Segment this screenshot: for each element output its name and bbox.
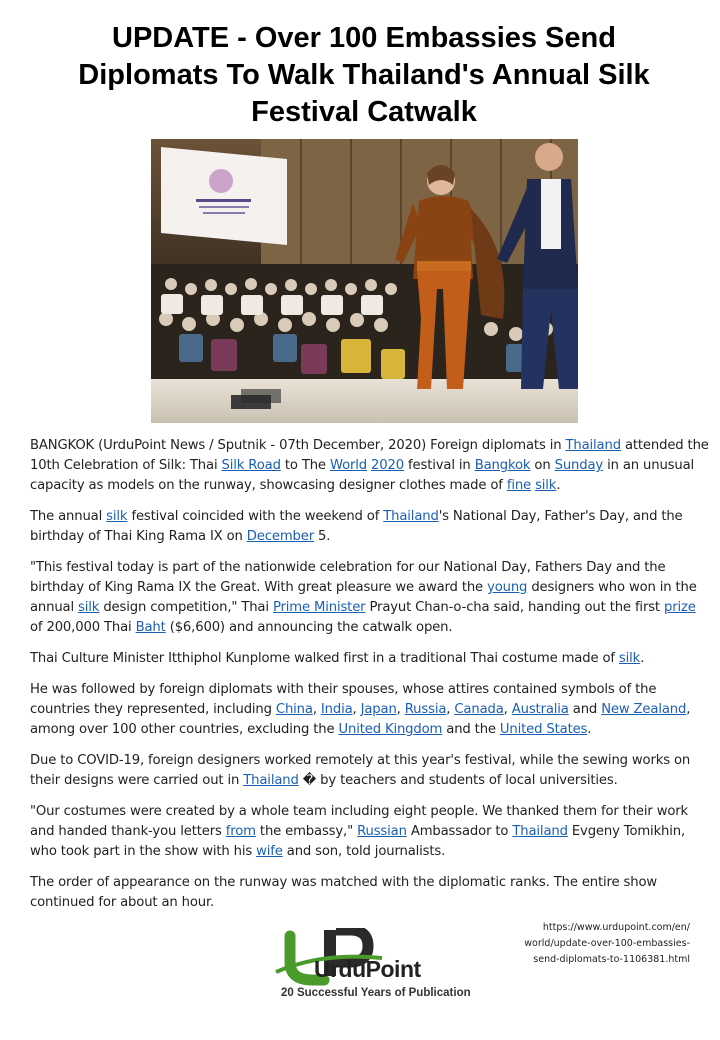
article-text: Due to COVID-19, foreign designers worked remotely at this year's festival, while the sewing works on their designs were carried out in (30, 753, 691, 788)
article-link[interactable]: silk (106, 509, 128, 524)
article-text: The annual (30, 509, 107, 524)
article-link[interactable]: Russia (404, 702, 447, 717)
article-text: The order of appearance on the runway was matched with the diplomatic ranks. The entire show continued for about an hour. (30, 875, 658, 910)
article-link[interactable]: December (246, 529, 314, 544)
article-link[interactable]: Canada (454, 702, 504, 717)
article-link[interactable]: Silk Road (221, 458, 281, 473)
article-link[interactable]: Japan (360, 702, 397, 717)
article-link[interactable]: New Zealand (601, 702, 687, 717)
article-link[interactable]: prize (664, 600, 696, 615)
article-link[interactable]: Thailand (565, 438, 621, 453)
article-link[interactable]: Thailand (383, 509, 439, 524)
article-text: designers who won in the annual (30, 580, 697, 615)
article-text: , (446, 702, 455, 717)
article-text: Ambassador to (406, 824, 513, 839)
article-link[interactable]: from (225, 824, 256, 839)
article-text: and (568, 702, 602, 717)
article-link[interactable]: fine (506, 478, 532, 493)
article-paragraph (30, 558, 710, 638)
article-text: � by teachers and students of local universities. (298, 773, 618, 788)
article-paragraph (30, 649, 710, 669)
article-link[interactable]: China (275, 702, 313, 717)
article-link[interactable]: Thailand (243, 773, 299, 788)
article-link[interactable]: United States (499, 722, 588, 737)
logo-wordmark: UrduPoint (314, 956, 421, 982)
article-text: , (352, 702, 361, 717)
article-text: in an unusual capacity as models on the runway, showcasing designer clothes made of (30, 458, 695, 493)
article-text: Evgeny Tomikhin, who took part in the show with his (30, 824, 686, 859)
article-link[interactable]: young (487, 580, 528, 595)
article-paragraph (30, 873, 710, 913)
article-link[interactable]: silk (535, 478, 557, 493)
article-link[interactable]: Thailand (512, 824, 568, 839)
article-link[interactable]: Baht (135, 620, 166, 635)
article-text: festival coincided with the weekend of (127, 509, 384, 524)
source-url-line: https://www.urdupoint.com/en/ (542, 922, 690, 933)
article-photo (151, 139, 578, 423)
article-body (30, 436, 710, 924)
article-text: . (587, 722, 592, 737)
source-url[interactable] (490, 920, 690, 968)
article-text: and son, told journalists. (282, 844, 446, 859)
catwalk-photo-illustration (151, 139, 578, 423)
article-paragraph (30, 436, 710, 496)
article-link[interactable]: 2020 (371, 458, 405, 473)
article-title: UPDATE - Over 100 Embassies Send Diplomats To Walk Thailand's Annual Silk Festival Catwalk (78, 22, 650, 128)
article-paragraph (30, 680, 710, 740)
article-text: He was followed by foreign diplomats with their spouses, whose attires contained symbols of the countries they represented, including (30, 682, 657, 717)
article-link[interactable]: United Kingdom (338, 722, 443, 737)
article-text: "This festival today is part of the nationwide celebration for our National Day, Fathers Day and the birthday of King Rama IX the Great. With great pleasure we award the (30, 560, 666, 595)
article-text: and the (442, 722, 500, 737)
article-link[interactable]: Sunday (554, 458, 604, 473)
article-link[interactable]: Russian (357, 824, 407, 839)
article-paragraph (30, 802, 710, 862)
logo-tagline: 20 Successful Years of Publication (281, 987, 471, 999)
article-link[interactable]: World (329, 458, 367, 473)
article-paragraph (30, 507, 710, 547)
article-text: attended the 10th Celebration of Silk: Thai (30, 438, 709, 473)
article-text: BANGKOK (UrduPoint News / Sputnik - 07th December, 2020) Foreign diplomats in (30, 438, 566, 453)
article-text: on (530, 458, 555, 473)
article-link[interactable]: India (320, 702, 353, 717)
article-text: of 200,000 Thai (30, 620, 136, 635)
article-link[interactable]: Bangkok (474, 458, 531, 473)
article-text: . (556, 478, 561, 493)
article-text: to The (280, 458, 330, 473)
article-text: . (640, 651, 645, 666)
article-text: design competition," Thai (99, 600, 273, 615)
article-text: festival in (404, 458, 475, 473)
article-link[interactable]: silk (78, 600, 100, 615)
article-paragraph (30, 751, 710, 791)
article-text: , (312, 702, 321, 717)
article-text: , among over 100 other countries, excluding the (30, 702, 691, 737)
source-url-line: send-diplomats-to-1106381.html (533, 954, 690, 965)
article-link[interactable]: Australia (511, 702, 569, 717)
article-link[interactable]: silk (618, 651, 641, 666)
article-text: 5. (313, 529, 331, 544)
article-text: 's National Day, Father's Day, and the birthday of Thai King Rama IX on (30, 509, 683, 544)
article-link[interactable]: Prime Minister (272, 600, 366, 615)
article-text: , (396, 702, 405, 717)
article-text: ($6,600) and announcing the catwalk open. (165, 620, 453, 635)
article-text: the embassy," (255, 824, 358, 839)
source-url-line: world/update-over-100-embassies- (524, 938, 690, 949)
article-text: , (503, 702, 512, 717)
article-text: Thai Culture Minister Itthiphol Kunplome walked first in a traditional Thai costume made of (30, 651, 619, 666)
article-text: "Our costumes were created by a whole team including eight people. We thanked them for their work and handed thank-you letters (30, 804, 689, 839)
article-text: Prayut Chan-o-cha said, handing out the first (365, 600, 664, 615)
article-link[interactable]: wife (256, 844, 283, 859)
